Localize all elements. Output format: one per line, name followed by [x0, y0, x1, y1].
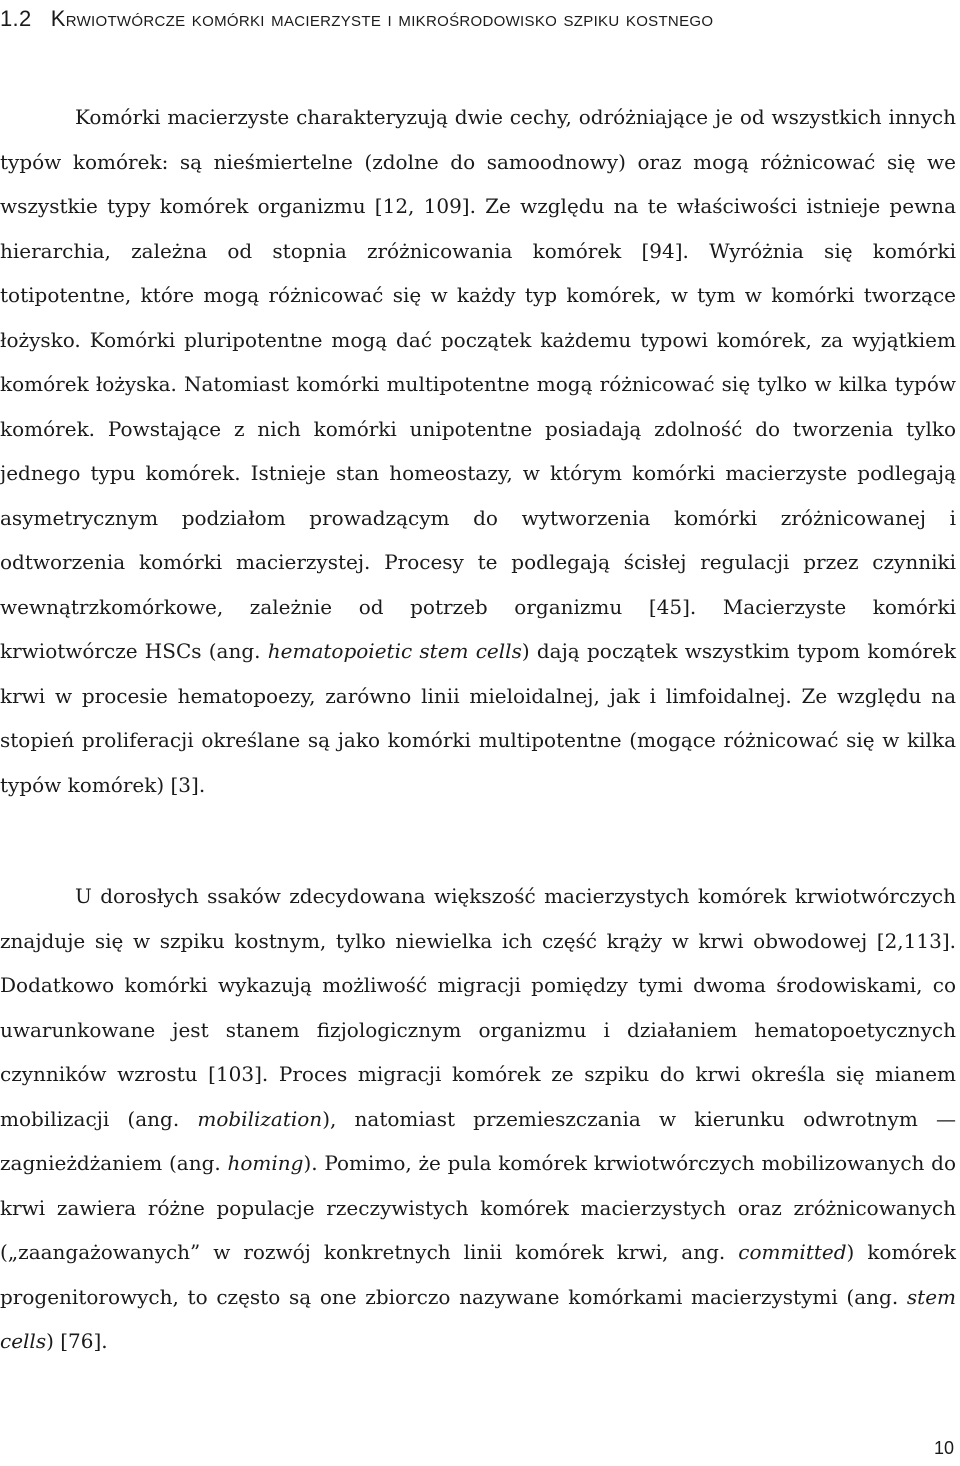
paragraph-text: ) [76].: [46, 1329, 108, 1353]
paragraph: [0, 95, 956, 807]
section-number: 1.2: [0, 6, 32, 31]
paragraph: [0, 874, 956, 1364]
section-heading: [0, 0, 958, 38]
paragraph-text: ) dają początek wszystkim typom komórek krwi w procesie hematopoezy, zarówno linii mieloidalnej, jak i limfoidalnej. Ze względu na stopień proliferacji określane są jako komórki multipotentne (mogące różnicować się w kilka typów komórek) [3].: [0, 639, 957, 797]
paragraph-text: ), natomiast przemieszczania w kierunku odwrotnym — zagnieżdżaniem (ang.: [0, 1106, 956, 1175]
paragraph-term: stem cells: [0, 1284, 956, 1353]
section-title: Krwiotwórcze komórki macierzyste i mikrośrodowisko szpiku kostnego: [50, 6, 714, 31]
paragraph-term: homing: [227, 1151, 304, 1175]
paragraph-text: ) komórek progenitorowych, to często są one zbiorczo nazywane komórkami macierzystymi (ang.: [0, 1240, 956, 1309]
paragraph-text: ). Pomimo, że pula komórek krwiotwórczych mobilizowanych do krwi zawiera różne populacje rzeczywistych komórek macierzystych oraz zróżnicowanych („zaangażowanych” w rozwój konkretnych linii komórek krwi, ang.: [0, 1151, 956, 1264]
paragraph-text: U dorosłych ssaków zdecydowana większość macierzystych komórek krwiotwórczych znajduje się w szpiku kostnym, tylko niewielka ich część krąży w krwi obwodowej [2,113]. Dodatkowo komórki wykazują możliwość migracji pomiędzy tymi dwoma środowiskami, co uwarunkowane jest stanem fizjologicznym organizmu i działaniem hematopoetycznych czynników wzrostu [103]. Proces migracji komórek ze szpiku do krwi określa się mianem mobilizacji (ang.: [0, 884, 956, 1131]
paragraph-term: mobilization: [197, 1106, 323, 1131]
paragraph-term: committed: [738, 1240, 847, 1264]
paragraph-term: hematopoietic stem cells: [267, 639, 522, 663]
paragraph-text: Komórki macierzyste charakteryzują dwie cechy, odróżniające je od wszystkich innych typów komórek: są nieśmiertelne (zdolne do samoodnowy) oraz mogą różnicować się we wszystkie typy komórek organizmu [12, 109]. Ze względu na te właściwości istnieje pewna hierarchia, zależna od stopnia zróżnicowania komórek [94]. Wyróżnia się komórki totipotentne, które mogą różnicować się w każdy typ komórek, w tym w komórki tworzące łożysko. Komórki pluripotentne mogą dać początek każdemu typowi komórek, za wyjątkiem komórek łożyska. Natomiast komórki multipotentne mogą różnicować się tylko w kilka typów komórek. Powstające z nich komórki unipotentne posiadają zdolność do tworzenia tylko jednego typu komórek. Istnieje stan homeostazy, w którym komórki macierzyste podlegają asymetrycznym podziałom prowadzącym do wytworzenia komórki zróżnicowanej i odtworzenia komórki macierzystej. Procesy te podlegają ścisłej regulacji przez czynniki wewnątrzkomórkowe, zależnie od potrzeb organizmu [45]. Macierzyste komórki krwiotwórcze HSCs (ang.: [0, 105, 956, 663]
page-number: 10: [933, 1438, 954, 1458]
